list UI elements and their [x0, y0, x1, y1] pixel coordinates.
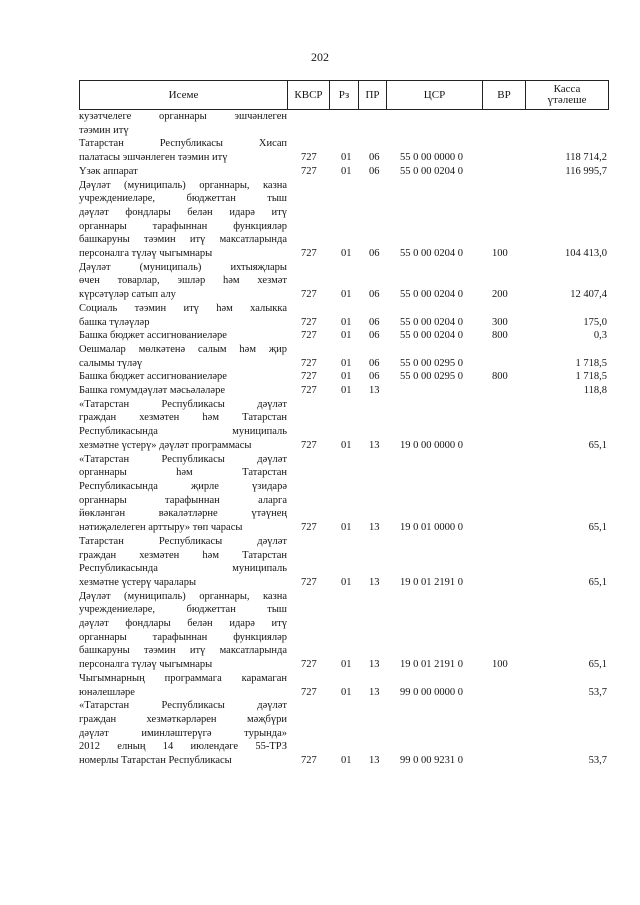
row-name-line: Республикасында муниципаль: [79, 563, 287, 575]
cell-rz: 01: [341, 289, 352, 301]
row-name-line: «Татарстан Республикасы дәүләт: [79, 453, 287, 465]
cell-kassa: 65,1: [588, 576, 607, 588]
cell-csr: 55 0 00 0295 0: [400, 357, 463, 369]
cell-csr: 19 0 01 0000 0: [400, 522, 463, 534]
table-row: [79, 590, 609, 672]
table-row: [79, 137, 609, 164]
row-values: [79, 370, 609, 384]
cell-pr: 06: [369, 357, 380, 369]
cell-rz: 01: [341, 686, 352, 698]
table-row: [79, 302, 609, 329]
row-name-line: дәүләт иминләштерүгә турында»: [79, 727, 287, 739]
cell-rz: 01: [341, 371, 352, 383]
table-body: [79, 110, 609, 768]
cell-rz: 01: [341, 165, 352, 177]
table-row: [79, 261, 609, 302]
cell-rz: 01: [341, 152, 352, 164]
table-header: [79, 80, 609, 110]
row-name-line: граждан хезмәтен һәм Татарстан: [79, 412, 287, 424]
cell-kvsr: 727: [301, 357, 317, 369]
cell-rz: 01: [341, 659, 352, 671]
row-name-line: Социаль тәэмин итү һәм халыкка: [79, 302, 287, 314]
row-values: [79, 576, 609, 590]
header-csr: ЦСР: [387, 81, 483, 109]
row-name-line: учреждениеләре, бюджеттан тыш: [79, 604, 287, 616]
budget-table: [79, 80, 609, 768]
row-values: [79, 658, 609, 672]
row-values: [79, 754, 609, 768]
cell-csr: 55 0 00 0204 0: [400, 165, 463, 177]
cell-pr: 13: [369, 755, 380, 767]
cell-kassa: 1 718,5: [575, 357, 607, 369]
cell-csr: 19 0 01 2191 0: [400, 659, 463, 671]
header-kassa: Касса үтәлеше: [547, 83, 587, 106]
cell-vr: 800: [492, 371, 508, 383]
row-values: [79, 357, 609, 371]
table-row: [79, 110, 609, 137]
cell-pr: 06: [369, 152, 380, 164]
row-name-line: «Татарстан Республикасы дәүләт: [79, 398, 287, 410]
row-name-line: тәэмин итү: [79, 124, 129, 136]
table-row: [79, 179, 609, 261]
page-number: 202: [311, 50, 329, 64]
cell-pr: 13: [369, 686, 380, 698]
cell-csr: 55 0 00 0204 0: [400, 248, 463, 260]
cell-kassa: 65,1: [588, 439, 607, 451]
cell-pr: 13: [369, 576, 380, 588]
cell-kvsr: 727: [301, 165, 317, 177]
cell-rz: 01: [341, 316, 352, 328]
cell-vr: 800: [492, 330, 508, 342]
row-values: [79, 521, 609, 535]
row-name-line: органнары тарафыннан аларга: [79, 494, 287, 506]
row-values: [79, 288, 609, 302]
row-name-line: Дәүләт (муниципаль) органнары, казна: [79, 590, 287, 602]
cell-kassa: 53,7: [588, 755, 607, 767]
row-name-line: Республикасында муниципаль: [79, 426, 287, 438]
cell-csr: 55 0 00 0204 0: [400, 330, 463, 342]
cell-kvsr: 727: [301, 522, 317, 534]
row-name-line: граждан хезмәткәрләрен мәҗбүри: [79, 713, 287, 725]
cell-rz: 01: [341, 439, 352, 451]
cell-kassa: 53,7: [588, 686, 607, 698]
row-name-line: Республикасында җирле үзидарә: [79, 480, 287, 492]
row-name-line: Дәүләт (муниципаль) органнары, казна: [79, 179, 287, 191]
cell-rz: 01: [341, 248, 352, 260]
table-row: [79, 370, 609, 384]
cell-kvsr: 727: [301, 686, 317, 698]
table-row: [79, 343, 609, 370]
cell-rz: 01: [341, 576, 352, 588]
cell-rz: 01: [341, 522, 352, 534]
row-name-line: Үзәк аппарат: [79, 165, 138, 177]
cell-pr: 06: [369, 330, 380, 342]
cell-kassa: 104 413,0: [565, 248, 607, 260]
table-row: [79, 165, 609, 179]
row-name-line: учреждениеләре, бюджеттан тыш: [79, 193, 287, 205]
cell-rz: 01: [341, 385, 352, 397]
row-name-line: Татарстан Республикасы Хисап: [79, 138, 287, 150]
row-name-line: Дәүләт (муниципаль) ихтыяҗлары: [79, 261, 287, 273]
cell-kvsr: 727: [301, 152, 317, 164]
row-values: [79, 686, 609, 700]
row-name-line: хезмәтне үстерү» дәүләт программасы: [79, 439, 252, 451]
row-name-line: Оешмалар мөлкәтенә салым һәм җир: [79, 343, 287, 355]
row-name-line: дәүләт фондлары белән идарә итү: [79, 618, 287, 630]
table-row: [79, 699, 609, 768]
header-kvsr: КВСР: [288, 81, 330, 109]
cell-kassa: 65,1: [588, 522, 607, 534]
cell-kassa: 175,0: [583, 316, 607, 328]
cell-pr: 06: [369, 248, 380, 260]
row-values: [79, 247, 609, 261]
cell-kvsr: 727: [301, 316, 317, 328]
table-row: [79, 453, 609, 535]
cell-kassa: 118 714,2: [565, 152, 607, 164]
cell-csr: 99 0 00 0000 0: [400, 686, 463, 698]
row-name-line: Татарстан Республикасы дәүләт: [79, 535, 287, 547]
row-name-line: граждан хезмәтен һәм Татарстан: [79, 549, 287, 561]
cell-csr: 19 0 00 0000 0: [400, 439, 463, 451]
cell-csr: 55 0 00 0000 0: [400, 152, 463, 164]
row-values: [79, 329, 609, 343]
row-name-line: Башка бюджет ассигнованиеләре: [79, 371, 227, 383]
row-name-line: күрсәтүләр сатып алу: [79, 289, 176, 301]
cell-kassa: 1 718,5: [575, 371, 607, 383]
cell-pr: 06: [369, 165, 380, 177]
cell-kassa: 118,8: [583, 385, 607, 397]
row-name-line: юнәлешләре: [79, 686, 135, 698]
row-name-line: Башка бюджет ассигнованиеләре: [79, 330, 227, 342]
row-name-line: персоналга түләү чыгымнары: [79, 248, 213, 260]
row-name-line: йөкләнгән вәкаләтләрне үтәүнең: [79, 508, 287, 520]
cell-vr: 300: [492, 316, 508, 328]
cell-rz: 01: [341, 755, 352, 767]
row-name-line: хезмәтне үстерү чаралары: [79, 576, 197, 588]
cell-kvsr: 727: [301, 289, 317, 301]
cell-csr: 55 0 00 0204 0: [400, 289, 463, 301]
row-name-line: кузәтчелеге органнары эшчәнлеген: [79, 111, 287, 122]
cell-kvsr: 727: [301, 439, 317, 451]
row-name-line: салымы түләү: [79, 357, 143, 369]
cell-csr: 99 0 00 9231 0: [400, 755, 463, 767]
row-name-line: органнары тарафыннан функцияләр: [79, 631, 287, 643]
cell-kvsr: 727: [301, 576, 317, 588]
cell-pr: 13: [369, 522, 380, 534]
cell-pr: 06: [369, 316, 380, 328]
cell-kassa: 12 407,4: [570, 289, 607, 301]
cell-csr: 19 0 01 2191 0: [400, 576, 463, 588]
cell-kassa: 65,1: [588, 659, 607, 671]
header-name: Исеме: [80, 81, 288, 109]
cell-kvsr: 727: [301, 659, 317, 671]
row-name-line: өчен товарлар, эшләр һәм хезмәт: [79, 275, 287, 287]
table-row: [79, 672, 609, 699]
row-name-line: палатасы эшчәнлеген тәэмин итү: [79, 152, 228, 164]
row-name-line: «Татарстан Республикасы дәүләт: [79, 700, 287, 712]
cell-pr: 06: [369, 289, 380, 301]
cell-pr: 13: [369, 439, 380, 451]
table-row: [79, 535, 609, 590]
table-row: [79, 398, 609, 453]
row-values: [79, 439, 609, 453]
cell-kassa: 116 995,7: [565, 165, 607, 177]
cell-kvsr: 727: [301, 248, 317, 260]
cell-vr: 200: [492, 289, 508, 301]
cell-kvsr: 727: [301, 330, 317, 342]
cell-pr: 13: [369, 659, 380, 671]
cell-csr: 55 0 00 0295 0: [400, 371, 463, 383]
row-name-line: башкаруны тәэмин итү максатларында: [79, 645, 287, 657]
table-row: [79, 329, 609, 343]
row-name-line: Башка гомумдәүләт мәсьәләләре: [79, 385, 225, 397]
row-name-line: Чыгымнарның программага карамаган: [79, 672, 287, 684]
header-pr: ПР: [359, 81, 387, 109]
cell-pr: 13: [369, 385, 380, 397]
cell-kvsr: 727: [301, 385, 317, 397]
row-values: [79, 384, 609, 398]
cell-kvsr: 727: [301, 755, 317, 767]
row-values: [79, 151, 609, 165]
row-name-line: 2012 елның 14 июлендәге 55-ТРЗ: [79, 741, 287, 753]
table-row: [79, 384, 609, 398]
cell-kvsr: 727: [301, 371, 317, 383]
row-name-line: номерлы Татарстан Республикасы: [79, 755, 232, 767]
header-rz: Рз: [330, 81, 359, 109]
cell-vr: 100: [492, 248, 508, 260]
header-vr: ВР: [483, 81, 526, 109]
row-name-line: дәүләт фондлары белән идарә итү: [79, 206, 287, 218]
row-name-line: персоналга түләү чыгымнары: [79, 659, 213, 671]
row-values: [79, 165, 609, 179]
row-name-line: органнары һәм Татарстан: [79, 467, 287, 479]
cell-rz: 01: [341, 330, 352, 342]
row-values: [79, 124, 609, 138]
cell-pr: 06: [369, 371, 380, 383]
cell-kassa: 0,3: [593, 330, 607, 342]
row-name-line: нәтиҗәлелеген арттыру» төп чарасы: [79, 522, 243, 534]
row-name-line: башкаруны тәэмин итү максатларында: [79, 234, 287, 246]
cell-csr: 55 0 00 0204 0: [400, 316, 463, 328]
row-values: [79, 316, 609, 330]
row-name-line: башка түләүләр: [79, 316, 150, 328]
cell-rz: 01: [341, 357, 352, 369]
cell-vr: 100: [492, 659, 508, 671]
row-name-line: органнары тарафыннан функцияләр: [79, 220, 287, 232]
